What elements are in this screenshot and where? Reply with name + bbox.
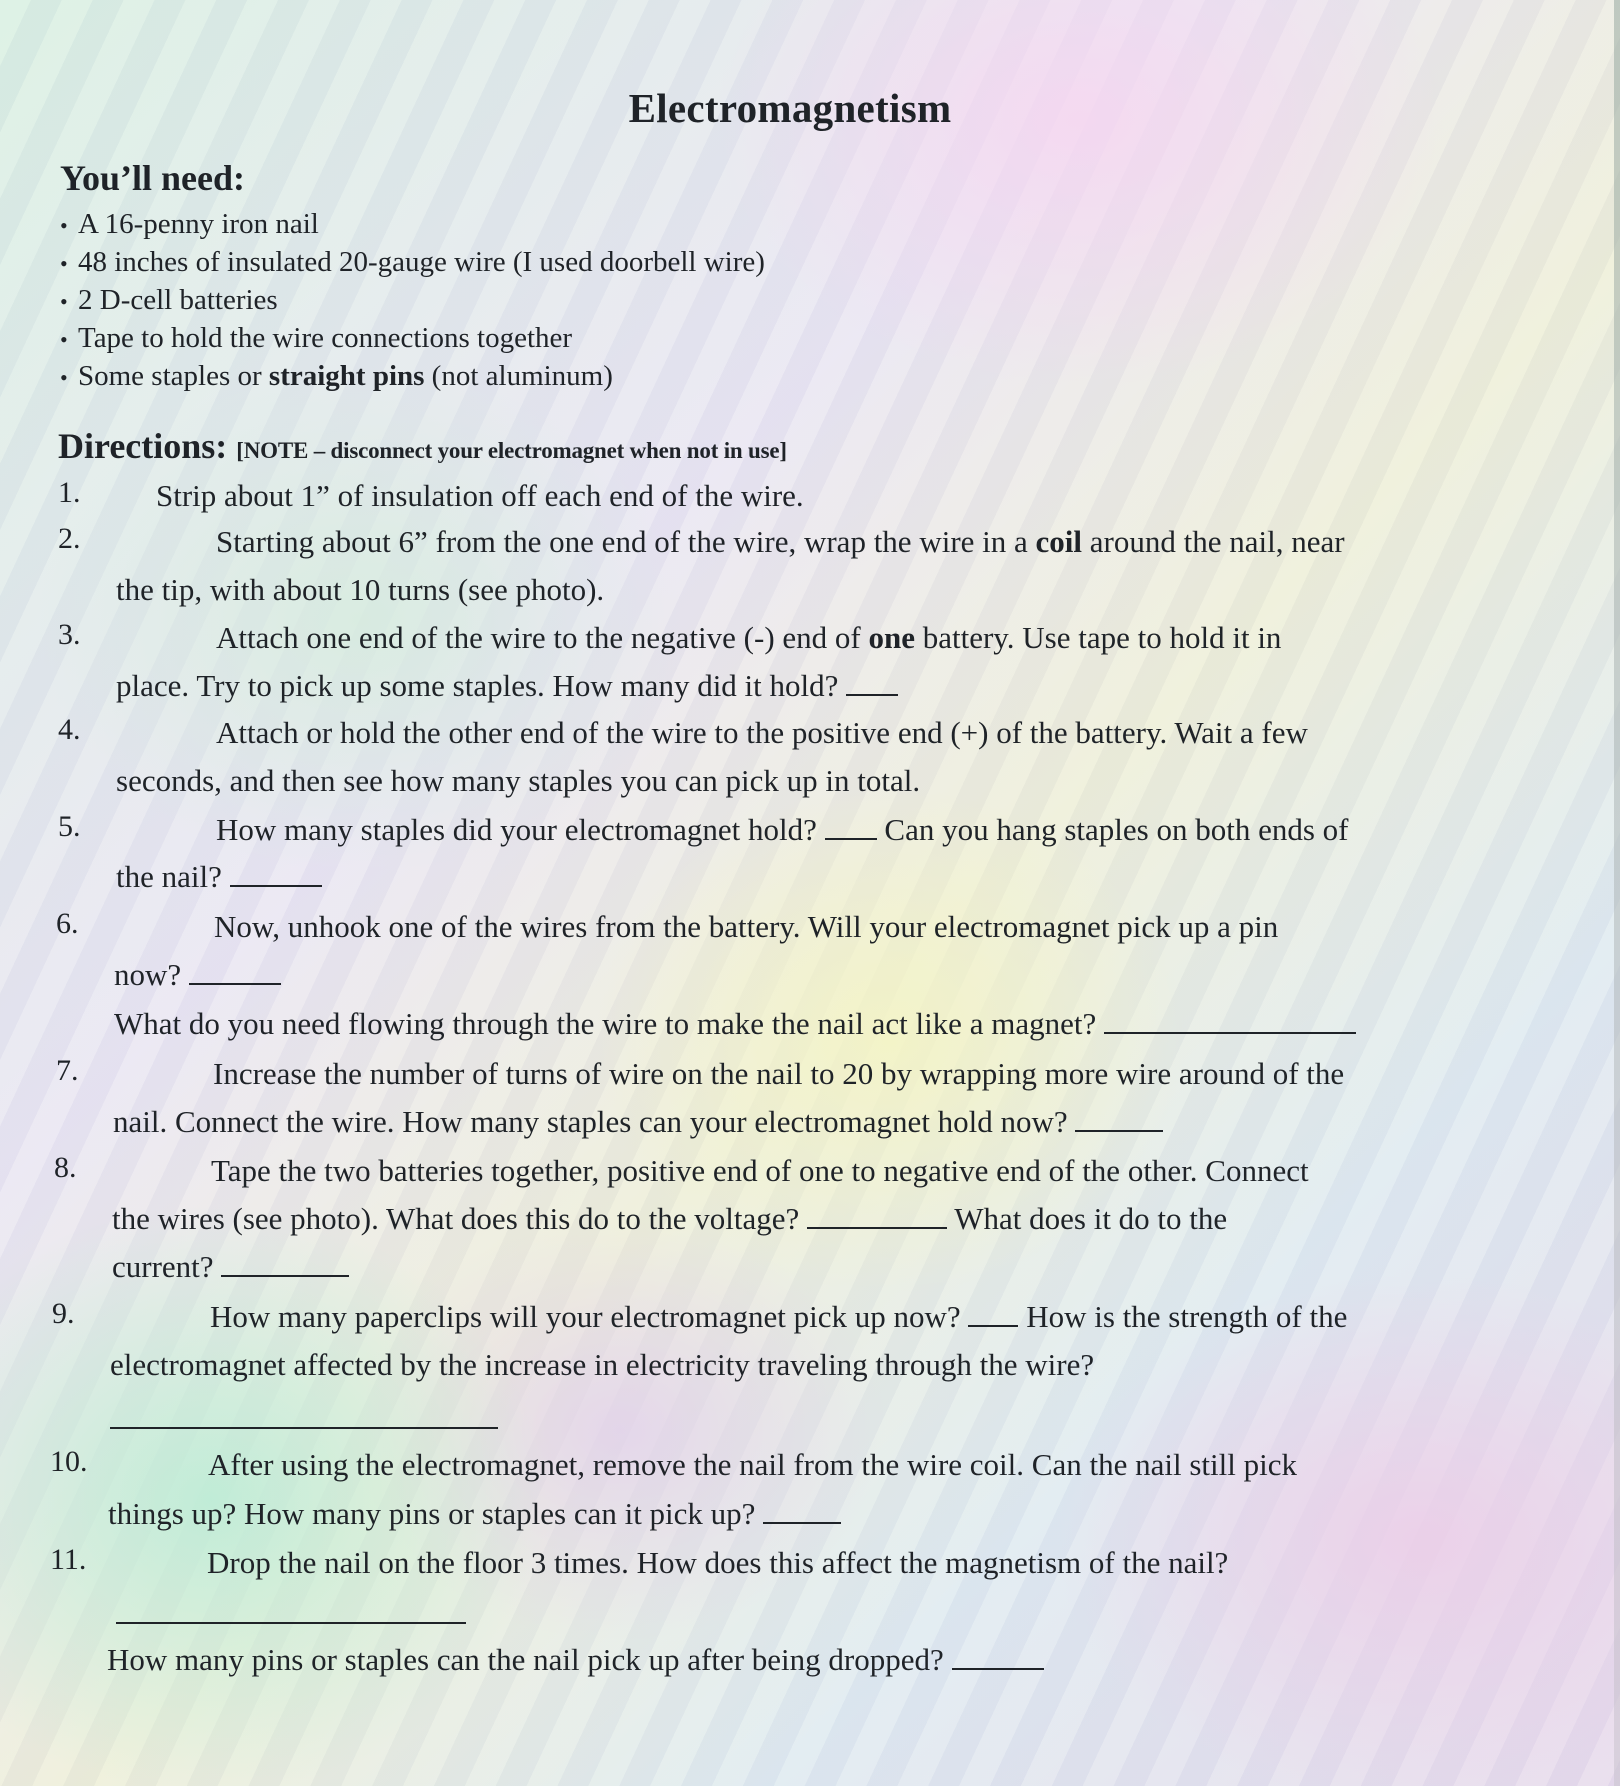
bullet-icon: • xyxy=(60,251,68,276)
step-5-line-1 xyxy=(216,810,1348,850)
bullet-icon: • xyxy=(60,327,68,352)
step-6-line-2 xyxy=(114,955,281,995)
step-text: the nail? xyxy=(116,859,222,894)
step-text: place. Try to pick up some staples. How many did it hold? xyxy=(116,668,839,703)
answer-line[interactable] xyxy=(116,1622,466,1624)
step-9-line-2: electromagnet affected by the increase in electricity traveling through the wire? xyxy=(110,1347,1095,1382)
step-number: 7. xyxy=(56,1054,79,1087)
step-number: 8. xyxy=(54,1151,77,1184)
supply-item: Tape to hold the wire connections together xyxy=(78,322,573,354)
step-5-line-2 xyxy=(116,857,322,897)
step-text: current? xyxy=(112,1249,214,1284)
step-8-line-3 xyxy=(112,1247,349,1287)
list-item xyxy=(60,281,765,319)
page-edge xyxy=(1614,0,1620,1786)
supply-item: (not aluminum) xyxy=(424,360,613,392)
step-text: Attach one end of the wire to the negative (-) end of xyxy=(216,620,869,655)
supply-item: Some staples or xyxy=(78,360,269,392)
step-11-line-3 xyxy=(107,1640,1044,1680)
step-text-emphasis: one xyxy=(868,620,915,655)
step-3-line-2 xyxy=(116,666,898,706)
list-item xyxy=(60,357,765,395)
step-text: nail. Connect the wire. How many staples can your electromagnet hold now? xyxy=(113,1104,1068,1139)
step-8-line-1: Tape the two batteries together, positive end of one to negative end of the other. Connect xyxy=(211,1153,1309,1188)
step-text: Starting about 6” from the one end of the wire, wrap the wire in a xyxy=(216,524,1036,559)
bullet-icon: • xyxy=(60,289,68,314)
step-number: 1. xyxy=(58,476,81,509)
directions-note: [NOTE – disconnect your electromagnet when not in use] xyxy=(236,438,787,463)
step-number: 2. xyxy=(58,522,81,555)
step-text-emphasis: coil xyxy=(1035,524,1083,559)
step-text: What do you need flowing through the wire to make the nail act like a magnet? xyxy=(114,1006,1097,1041)
answer-blank[interactable] xyxy=(1104,1006,1356,1034)
answer-blank[interactable] xyxy=(763,1496,841,1524)
step-6-line-1: Now, unhook one of the wires from the battery. Will your electromagnet pick up a pin xyxy=(214,909,1279,944)
step-text: How many pins or staples can the nail pick up after being dropped? xyxy=(107,1642,944,1677)
step-text: What does it do to the xyxy=(954,1201,1228,1236)
step-2-line-1 xyxy=(216,522,1345,562)
step-4-line-1: Attach or hold the other end of the wire to the positive end (+) of the battery. Wait a few xyxy=(216,715,1308,750)
needs-heading: You’ll need: xyxy=(60,158,246,198)
answer-blank[interactable] xyxy=(189,957,281,985)
list-item xyxy=(60,205,765,243)
step-10-line-2 xyxy=(108,1494,841,1534)
step-1-text: Strip about 1” of insulation off each end of the wire. xyxy=(156,478,804,513)
supply-list xyxy=(60,205,765,395)
step-text: battery. Use tape to hold it in xyxy=(914,620,1282,655)
step-number: 5. xyxy=(58,810,81,843)
step-text: How is the strength of the xyxy=(1026,1299,1348,1334)
page-title: Electromagnetism xyxy=(628,85,952,131)
list-item xyxy=(60,319,765,357)
answer-blank[interactable] xyxy=(221,1249,349,1277)
answer-blank[interactable] xyxy=(1075,1104,1163,1132)
step-2-line-2: the tip, with about 10 turns (see photo). xyxy=(116,572,605,607)
answer-blank[interactable] xyxy=(825,812,877,840)
step-text: the wires (see photo). What does this do to the voltage? xyxy=(112,1201,800,1236)
answer-line[interactable] xyxy=(110,1427,498,1429)
step-8-line-2 xyxy=(112,1199,1227,1239)
list-item xyxy=(60,243,765,281)
answer-blank[interactable] xyxy=(807,1201,947,1229)
step-text: things up? How many pins or staples can it pick up? xyxy=(108,1496,756,1531)
step-text: Can you hang staples on both ends of xyxy=(884,812,1349,847)
step-number: 4. xyxy=(58,713,81,746)
step-3-line-1 xyxy=(216,618,1281,658)
step-9-line-1 xyxy=(210,1297,1347,1337)
step-6-line-3 xyxy=(114,1004,1356,1044)
supply-item: A 16-penny iron nail xyxy=(78,208,319,240)
bullet-icon: • xyxy=(60,213,68,238)
directions-title: Directions: xyxy=(58,426,228,466)
bullet-icon: • xyxy=(60,365,68,390)
supply-item: 2 D-cell batteries xyxy=(78,284,278,316)
step-10-line-1: After using the electromagnet, remove the nail from the wire coil. Can the nail still pick xyxy=(208,1447,1297,1482)
step-7-line-1: Increase the number of turns of wire on the nail to 20 by wrapping more wire around of the xyxy=(213,1056,1345,1091)
step-text: How many staples did your electromagnet hold? xyxy=(216,812,817,847)
answer-blank[interactable] xyxy=(968,1299,1018,1327)
step-11-line-1: Drop the nail on the floor 3 times. How does this affect the magnetism of the nail? xyxy=(207,1545,1229,1580)
step-4-line-2: seconds, and then see how many staples you can pick up in total. xyxy=(116,763,921,798)
step-7-line-2 xyxy=(113,1102,1163,1142)
step-text: around the nail, near xyxy=(1082,524,1345,559)
step-number: 11. xyxy=(50,1543,87,1576)
step-text: How many paperclips will your electromagnet pick up now? xyxy=(210,1299,961,1334)
supply-item-emphasis: straight pins xyxy=(268,360,425,392)
answer-blank[interactable] xyxy=(952,1642,1044,1670)
step-number: 10. xyxy=(50,1445,88,1478)
step-number: 3. xyxy=(58,618,81,651)
answer-blank[interactable] xyxy=(230,859,322,887)
answer-blank[interactable] xyxy=(846,668,898,696)
step-text: now? xyxy=(114,957,182,992)
step-number: 9. xyxy=(52,1297,75,1330)
supply-item: 48 inches of insulated 20-gauge wire (I used doorbell wire) xyxy=(78,246,765,278)
directions-heading xyxy=(58,425,787,467)
step-number: 6. xyxy=(56,907,79,940)
